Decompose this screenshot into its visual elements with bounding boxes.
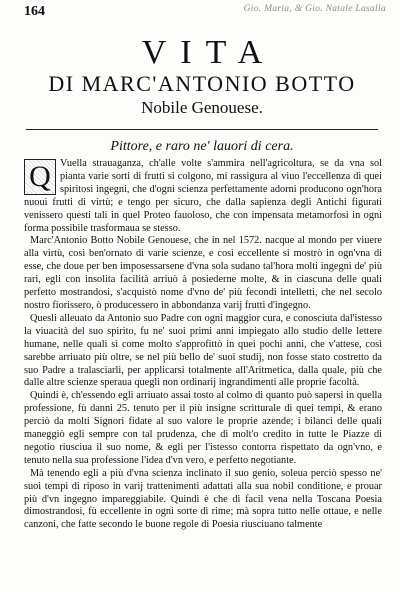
paragraph-3: Quesli alleuato da Antonio suo Padre con ogni maggior cura, e conosciuta dal'istesso la viuacità del suo spirito, fu ne' suoi primi anni impiegato allo studio delle lettere humane, nelle quali sì come molto s'approfittò in quei pochi anni, che v'attese, così sarebbe arriuato più oltre, se nel più bello de' suoi studij, non fosse stato costretto da suo Padre a tralasciarli, per applicarsi totalmente all'Aritmetica, dalla quale, più che dalle altre scienze speraua quegli non ordinarij ingrandimenti alle proprie facoltà.	[24, 312, 382, 389]
paragraph-4: Quindi è, ch'essendo egli arriuato assai tosto al colmo di quanto può sapersi in quella professione, fù danni 25. tenuto per il più insigne scritturale di quei tempi, & erano perciò da molti Signori fidate al suo valore le proprie azende; i bilanci delle quali maneggiò egli sempre con tal prudenza, che di molt'o credito in tutte le Piazze di negotio riusciua il suo nome, & egli per l'istesso contorra rispettato da ogn'vno, e tenuto nella sua professione l'idea d'vn vero, e perfetto negotiante.	[24, 390, 382, 466]
page-number: 164	[24, 4, 45, 19]
title-rule	[26, 129, 378, 130]
paragraph-5: Mà tenendo egli a più d'vna scienza inclinato il suo genio, soleua perciò spesso ne' suoi tempi di riposo in varij trattenimenti adattati alla sua nobil conditione, e prouar più d'vn ingegno impareggiabile. Quindi è che di facil vena nella Toscana Poesia dimostrandosi, fù eccellente in ogni sorte di rime; mà sopra tutto nelle ottaue, e nelle canzoni, che fatte secondo le buone regole di Poesia riusciuano talmente	[24, 467, 382, 531]
paragraph-2: Marc'Antonio Botto Nobile Genouese, che in nel 1572. nacque al mondo per viuere alla virtù, così ben'ornato di varie scienze, e così eccellente si mostrò in ogn'vna di esse, che doue per ben imposessarsene d'vna sola sudano tal'hora molti ingegni de' più rari, egli con insolita facilità arriuò à posiederne molte, & in ciascuna delle quali perfetto mostrandosi, s'acquistò nome d'vno de' più fecondi intelletti, che nel secolo nostro fiorissero, ò producessero in abbondanza varij frutti d'ingegno.	[24, 235, 382, 311]
paragraph-1	[24, 158, 382, 235]
title-vita: VITA	[141, 34, 277, 71]
subtitle: Pittore, e raro ne' lauori di cera.	[110, 139, 294, 154]
title-name: DI MARC'ANTONIO BOTTO	[48, 71, 356, 96]
paragraph-1-text: Vuella strauaganza, ch'alle volte s'ammira nell'agricoltura, se da vna sol pianta varie sorti di frutti si colgono, mi rassigura al viuo l'eccellenza di quei spiritosi ingegni, che d'ogni scienza perfettamente adorni producono ogn'hora nuoui frutti di virtù; e tengo per sicuro, che dalla sapienza degli Antichi figurati venissero questi tali in quel Proteo fauoloso, che con impensata metamorfosi in ogni forma possibile trasformaua se stesso.	[24, 158, 382, 234]
title-subname: Nobile Genouese.	[141, 98, 263, 117]
title-block	[22, 36, 382, 118]
drop-cap: Q	[24, 159, 56, 195]
margin-annotation: Gio. Maria, & Gio. Natale Lasalla	[243, 4, 386, 14]
body-text	[24, 158, 382, 532]
